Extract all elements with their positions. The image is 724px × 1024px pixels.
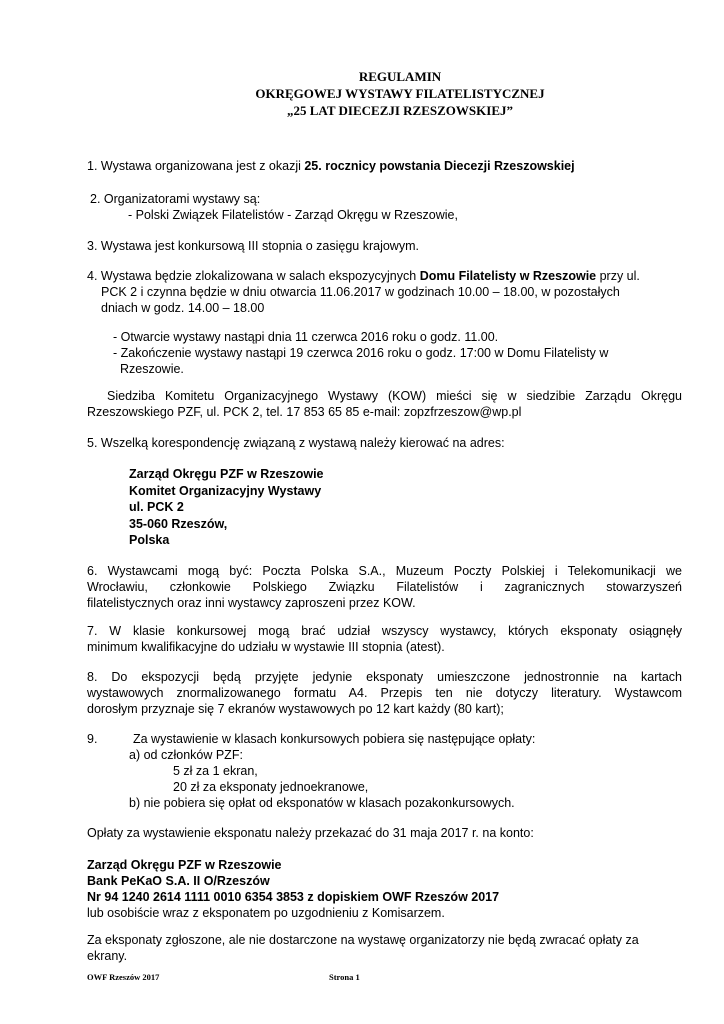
address-line: 35-060 Rzeszów, — [129, 517, 228, 531]
payment-recipient: Zarząd Okręgu PZF w Rzeszowie — [87, 858, 282, 872]
page-number: Strona 1 — [329, 972, 360, 982]
final-note-line-1: Za eksponaty zgłoszone, ale nie dostarczone na wystawę organizatorzy nie będą zwracać opłaty za — [87, 933, 639, 947]
paragraph-4-line-1 — [87, 268, 640, 285]
paragraph-9-text: Za wystawienie w klasach konkursowych pobiera się następujące opłaty: — [133, 732, 536, 746]
fee-per-frame: 5 zł za 1 ekran, — [173, 764, 258, 778]
paragraph-8-line-2: wystawowych znormalizowanego formatu A4. Przepis ten nie dotyczy literatury. Wystawcom — [87, 686, 682, 700]
address-line: Komitet Organizacyjny Wystawy — [129, 484, 322, 498]
paragraph-3: 3. Wystawa jest konkursową III stopnia o zasięgu krajowym. — [87, 239, 419, 253]
paragraph-2: 2. Organizatorami wystawy są: — [90, 192, 261, 206]
footer-left: OWF Rzeszów 2017 — [87, 972, 160, 982]
opening-bullet: - Otwarcie wystawy nastąpi dnia 11 czerwca 2016 roku o godz. 11.00. — [113, 330, 499, 344]
paragraph-4-line-2: PCK 2 i czynna będzie w dniu otwarcia 11.06.2017 w godzinach 10.00 – 18.00, w pozostałych — [101, 285, 620, 299]
paragraph-4-pre: 4. Wystawa będzie zlokalizowana w salach ekspozycyjnych — [87, 269, 420, 283]
address-line: Zarząd Okręgu PZF w Rzeszowie — [129, 467, 324, 481]
committee-seat-line-1: Siedziba Komitetu Organizacyjnego Wystawy (KOW) mieści się w siedzibie Zarządu Okręgu — [107, 389, 682, 403]
payment-account: Nr 94 1240 2614 1111 0010 6354 3853 z dopiskiem OWF Rzeszów 2017 — [87, 890, 500, 904]
paragraph-6-line-1: 6. Wystawcami mogą być: Poczta Polska S.A., Muzeum Poczty Polskiej i Telekomunikacji we — [87, 564, 682, 578]
fee-single-frame: 20 zł za eksponaty jednoekranowe, — [173, 780, 369, 794]
paragraph-2-item: - Polski Związek Filatelistów - Zarząd Okręgu w Rzeszowie, — [128, 208, 458, 222]
paragraph-4-line-3: dniach w godz. 14.00 – 18.00 — [101, 301, 265, 315]
closing-bullet-cont: Rzeszowie. — [120, 362, 184, 376]
payment-instruction: Opłaty za wystawienie eksponatu należy przekazać do 31 maja 2017 r. na konto: — [87, 826, 534, 840]
payment-bank: Bank PeKaO S.A. II O/Rzeszów — [87, 874, 270, 888]
payment-personal: lub osobiście wraz z eksponatem po uzgodnieniu z Komisarzem. — [87, 906, 445, 920]
address-line: Polska — [129, 533, 170, 547]
paragraph-9-number: 9. — [87, 732, 98, 746]
paragraph-1-text: 1. Wystawa organizowana jest z okazji — [87, 159, 305, 173]
paragraph-6-line-2: Wrocławiu, członkowie Polskiego Związku Filatelistów i zagranicznych stowarzyszeń — [87, 580, 682, 594]
address-line: ul. PCK 2 — [129, 500, 184, 514]
final-note-line-2: ekrany. — [87, 949, 128, 963]
paragraph-4-bold: Domu Filatelisty w Rzeszowie — [419, 269, 597, 283]
paragraph-7-line-2: minimum kwalifikacyjne do udziału w wystawie III stopnia (atest). — [87, 640, 445, 654]
title-line-2: OKRĘGOWEJ WYSTAWY FILATELISTYCZNEJ — [255, 86, 545, 101]
closing-bullet: - Zakończenie wystawy nastąpi 19 czerwca 2016 roku o godz. 17:00 w Domu Filatelisty w — [113, 346, 609, 360]
paragraph-8-line-1: 8. Do ekspozycji będą przyjęte jedynie eksponaty umieszczone jednostronnie na kartach — [87, 670, 682, 684]
paragraph-5: 5. Wszelką korespondencję związaną z wystawą należy kierować na adres: — [87, 436, 505, 450]
title-line-1: REGULAMIN — [358, 69, 442, 84]
committee-seat-line-2: Rzeszowskiego PZF, ul. PCK 2, tel. 17 853 65 85 e-mail: zopzfrzeszow@wp.pl — [87, 405, 522, 419]
paragraph-7-line-1: 7. W klasie konkursowej mogą brać udział wszyscy wystawcy, których eksponaty osiągnęły — [87, 624, 682, 638]
title-line-3: „25 LAT DIECEZJI RZESZOWSKIEJ” — [286, 103, 513, 118]
paragraph-4-post: przy ul. — [596, 269, 640, 283]
fees-members: a) od członków PZF: — [129, 748, 243, 762]
paragraph-8-line-3: dorosłym przyznaje się 7 ekranów wystawowych po 12 kart każdy (80 kart); — [87, 702, 504, 716]
paragraph-1-bold: 25. rocznicy powstania Diecezji Rzeszowskiej — [304, 159, 575, 173]
paragraph-1 — [87, 158, 575, 175]
fees-non-competitive: b) nie pobiera się opłat od eksponatów w klasach pozakonkursowych. — [129, 796, 515, 810]
paragraph-6-line-3: filatelistycznych oraz inni wystawcy zaproszeni przez KOW. — [87, 596, 416, 610]
